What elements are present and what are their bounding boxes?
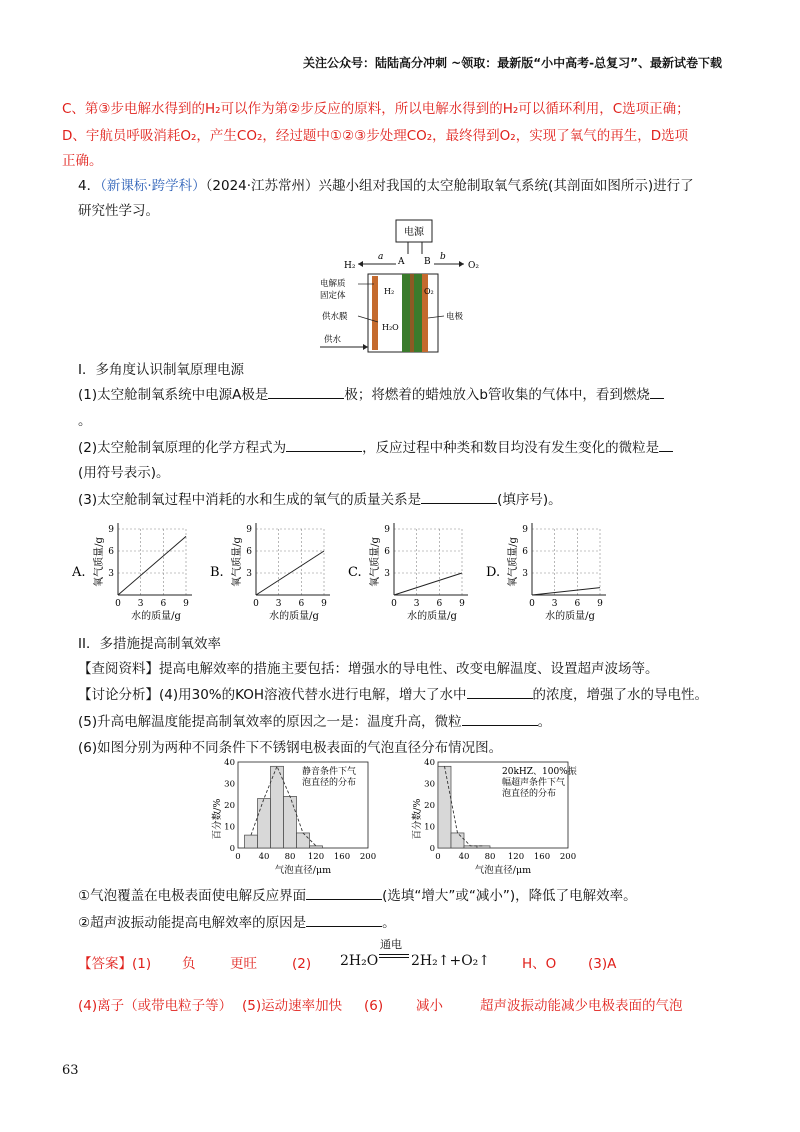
option-graphs-svg (72, 517, 632, 623)
answer-2b: H、O (522, 956, 557, 972)
y-axis-label: 氧气质量/g (94, 537, 105, 587)
electrode-left (402, 274, 410, 352)
x-tick-label: 120 (307, 852, 325, 862)
x-tick-label: 9 (597, 599, 603, 609)
pole-a-label: A (398, 257, 405, 267)
question-stem-line2: 研究性学习。 (78, 203, 159, 219)
section-2-title: II．多措施提高制氧效率 (78, 636, 221, 652)
prev-answer-line3: 正确。 (62, 153, 103, 169)
y-tick-label: 3 (522, 569, 528, 579)
x-axis-label: 水的质量/g (269, 611, 319, 622)
question-4 (78, 684, 708, 706)
option-label: A. (72, 565, 86, 580)
x-tick-label: 9 (459, 599, 465, 609)
data-line (394, 573, 462, 595)
q4-blank[interactable] (467, 684, 533, 699)
y-axis-label: 氧气质量/g (508, 537, 519, 587)
q2-blank-1[interactable] (286, 437, 362, 452)
tube-a-label: a (378, 252, 384, 262)
power-label: 电源 (404, 227, 424, 238)
y-tick-label: 3 (384, 569, 390, 579)
question-5 (78, 711, 551, 733)
answer-6-label: (6) (364, 998, 384, 1014)
sub-question-2 (78, 912, 396, 934)
answer-5: (5)运动速率加快 (242, 998, 343, 1014)
y-tick-label: 9 (384, 525, 390, 535)
option-graph-3 (348, 523, 468, 622)
y-tick-label: 10 (424, 822, 435, 833)
answer-3: (3)A (588, 956, 617, 972)
answer-4: (4)离子（或带电粒子等） (78, 998, 233, 1014)
option-label: B. (210, 565, 224, 580)
y-tick-label: 0 (229, 844, 235, 854)
y-tick-label: 0 (429, 844, 435, 854)
q4-text-a: 【讨论分析】(4)用30%的KOH溶液代替水进行电解，增大了水中 (78, 687, 467, 703)
q2-text-a: (2)太空舱制氧原理的化学方程式为 (78, 440, 287, 456)
sub1-blank[interactable] (306, 885, 382, 900)
q3-text-a: (3)太空舱制氧过程中消耗的水和生成的氧气的质量关系是 (78, 492, 422, 508)
q1-blank-1[interactable] (268, 384, 344, 399)
x-tick-label: 3 (551, 599, 558, 609)
chart-annotation: 泡直径的分布 (502, 789, 557, 799)
x-tick-label: 6 (436, 599, 443, 609)
histogram-ultrasound (408, 758, 578, 883)
option-graph-2 (210, 523, 330, 622)
hist1-svg (208, 758, 378, 883)
info-paragraph: 【查阅资料】提高电解效率的措施主要包括：增强水的导电性、改变电解温度、设置超声波场等。 (78, 661, 659, 677)
x-axis-label: 气泡直径/μm (274, 865, 332, 876)
y-tick-label: 30 (224, 779, 235, 790)
eq-right: 2H₂↑+O₂↑ (411, 953, 491, 969)
x-tick-label: 80 (484, 852, 496, 862)
y-tick-label: 20 (424, 801, 435, 811)
data-line (118, 536, 186, 595)
sub1-text-b: (选填“增大”或“减小”)，降低了电解效率。 (382, 888, 637, 904)
answer-6a: 减小 (416, 998, 443, 1014)
sub2-text-b: 。 (382, 915, 396, 931)
x-tick-label: 3 (413, 599, 420, 609)
q5-text-a: (5)升高电解温度能提高制氧效率的原因之一是：温度升高，微粒 (78, 714, 462, 730)
x-tick-label: 3 (137, 599, 144, 609)
sub2-text-a: ②超声波振动能提高电解效率的原因是 (78, 915, 307, 931)
x-tick-label: 0 (253, 599, 259, 609)
h2o-label: H₂O (382, 323, 399, 332)
y-tick-label: 9 (246, 525, 252, 535)
x-tick-label: 160 (533, 852, 551, 862)
x-tick-label: 120 (507, 852, 525, 862)
sub-question-1 (78, 885, 637, 907)
question-stem (78, 175, 694, 197)
answer-label: 【答案】(1) (78, 956, 152, 972)
histogram-bar (310, 846, 323, 848)
q5-text-b: 。 (537, 714, 552, 730)
q2-text-c: (用符号表示)。 (78, 465, 170, 481)
histogram-bar (477, 846, 490, 848)
x-axis-label: 水的质量/g (131, 611, 181, 622)
sub1-text-a: ①气泡覆盖在电极表面使电解反应界面 (78, 888, 307, 904)
question-number: 4． (78, 178, 101, 194)
y-tick-label: 40 (424, 758, 435, 768)
answer-1a: 负 (182, 956, 196, 972)
y-tick-label: 6 (384, 547, 390, 557)
x-tick-label: 0 (115, 599, 121, 609)
y-tick-label: 6 (108, 547, 114, 557)
question-stem-text: 兴趣小组对我国的太空舱制取氧气系统(其剖面如图所示)进行了 (318, 178, 694, 194)
x-tick-label: 6 (574, 599, 581, 609)
x-tick-label: 40 (458, 852, 470, 862)
q1-text-b: 极；将燃着的蜡烛放入b管收集的气体中，看到燃烧 (344, 387, 650, 403)
option-label: C. (348, 565, 362, 580)
eq-condition: 通电 (380, 938, 402, 951)
y-tick-label: 40 (224, 758, 235, 768)
y-tick-label: 6 (522, 547, 528, 557)
y-tick-label: 9 (108, 525, 114, 535)
histogram-bar (284, 796, 297, 848)
question-6: (6)如图分别为两种不同条件下不锈钢电极表面的气泡直径分布情况图。 (78, 740, 503, 756)
chart-annotation: 20kHZ、100%振 (502, 767, 577, 777)
membrane-label: 供水膜 (322, 312, 348, 322)
x-tick-label: 6 (160, 599, 167, 609)
o2-inner-label: O₂ (424, 287, 434, 296)
q1-blank-2[interactable] (650, 384, 664, 399)
y-tick-label: 3 (246, 569, 252, 579)
chemical-equation (340, 936, 490, 976)
x-tick-label: 0 (391, 599, 397, 609)
x-tick-label: 200 (359, 852, 377, 862)
section-1-title: I．多角度认识制氧原理电源 (78, 362, 244, 378)
histogram-bar (258, 799, 271, 848)
x-tick-label: 200 (559, 852, 577, 862)
y-axis-label: 氧气质量/g (370, 537, 381, 587)
y-tick-label: 10 (224, 822, 235, 833)
electrode-right (414, 274, 422, 352)
y-tick-label: 20 (224, 801, 235, 811)
water-supply-label: 供水 (324, 335, 342, 345)
page-header: 关注公众号：陆陆高分冲刺 ~领取：最新版“小中高考-总复习”、最新试卷下载 (303, 56, 722, 70)
sub2-blank[interactable] (306, 912, 382, 927)
histogram-bar (297, 833, 310, 848)
question-3 (78, 489, 562, 511)
answer-6b: 超声波振动能减少电极表面的气泡 (480, 998, 683, 1014)
h2-inner-label: H₂ (384, 287, 395, 296)
data-line (532, 588, 600, 595)
x-tick-label: 160 (333, 852, 351, 862)
q2-blank-2[interactable] (659, 437, 673, 452)
electrolyte-plate (372, 276, 378, 350)
q3-text-b: (填序号)。 (497, 492, 562, 508)
q2-text-b: ，反应过程中种类和数目均没有发生变化的微粒是 (362, 440, 660, 456)
q4-text-b: 的浓度，增强了水的导电性。 (532, 687, 709, 703)
chart-annotation: 静音条件下气 (302, 767, 357, 777)
x-tick-label: 9 (321, 599, 327, 609)
histogram-bar (245, 835, 258, 848)
question-1 (78, 384, 664, 406)
y-tick-label: 6 (246, 547, 252, 557)
x-axis-label: 水的质量/g (407, 611, 457, 622)
electrolyte-label: 电解质 (320, 279, 346, 289)
x-tick-label: 0 (529, 599, 535, 609)
chart-annotation: 泡直径的分布 (302, 778, 357, 788)
option-graph-1 (72, 523, 192, 622)
x-tick-label: 6 (298, 599, 305, 609)
q5-blank[interactable] (462, 711, 538, 726)
q3-blank[interactable] (421, 489, 497, 504)
option-graph-4 (486, 523, 606, 622)
chart-annotation: 幅超声条件下气 (502, 778, 566, 788)
x-tick-label: 9 (183, 599, 189, 609)
x-tick-label: 0 (235, 852, 241, 862)
question-tag: （新课标·跨学科） (100, 178, 206, 194)
tube-b-label: b (440, 252, 446, 262)
y-tick-label: 9 (522, 525, 528, 535)
page-number: 63 (62, 1063, 79, 1078)
q1-text-c: 。 (78, 413, 92, 429)
y-axis-label: 百分数/% (212, 798, 223, 840)
electrolysis-apparatus-diagram (318, 218, 486, 356)
y-axis-label: 氧气质量/g (232, 537, 243, 587)
option-graphs (72, 517, 632, 623)
x-tick-label: 3 (275, 599, 282, 609)
eq-left: 2H₂O (340, 953, 379, 969)
x-tick-label: 40 (258, 852, 270, 862)
answer-1b: 更旺 (230, 956, 257, 972)
electrode-label: 电极 (446, 312, 464, 322)
x-tick-label: 80 (284, 852, 296, 862)
h2-out-label: H₂ (344, 261, 356, 271)
y-axis-label: 百分数/% (412, 798, 423, 840)
o2-out-label: O₂ (468, 261, 479, 271)
prev-answer-line1: C、第③步电解水得到的H₂可以作为第②步反应的原料，所以电解水得到的H₂可以循环利用，C选项正确； (62, 101, 690, 117)
option-label: D. (486, 565, 501, 580)
hist2-svg (408, 758, 578, 883)
histogram-bar (438, 766, 451, 848)
x-axis-label: 气泡直径/μm (474, 865, 532, 876)
histogram-bar (451, 833, 464, 848)
q1-text-a: (1)太空舱制氧系统中电源A极是 (78, 387, 269, 403)
histogram-silent (208, 758, 378, 883)
eq-sign (379, 954, 409, 958)
pole-b-label: B (424, 257, 431, 267)
x-tick-label: 0 (435, 852, 441, 862)
y-tick-label: 30 (424, 779, 435, 790)
question-2 (78, 437, 673, 459)
answer-2-label: (2) (292, 956, 312, 972)
solid-label: 固定体 (320, 291, 346, 301)
y-tick-label: 3 (108, 569, 114, 579)
prev-answer-line2: D、宇航员呼吸消耗O₂，产生CO₂，经过题中①②③步处理CO₂，最终得到O₂，实现了氧气的再生，D选项 (62, 128, 689, 144)
question-source: （2024·江苏常州） (205, 178, 319, 194)
x-axis-label: 水的质量/g (545, 611, 595, 622)
